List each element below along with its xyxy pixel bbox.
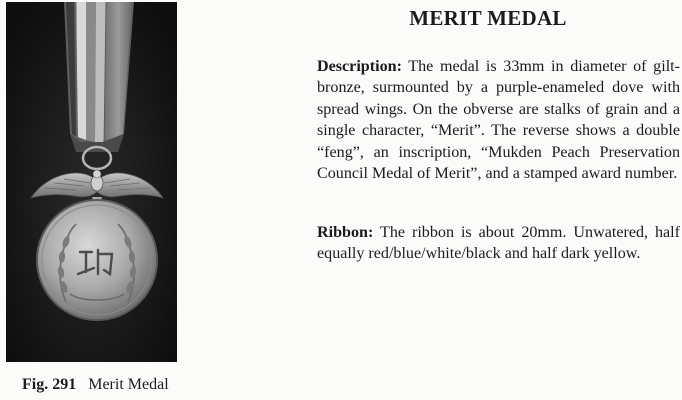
- ribbon-label: Ribbon:: [317, 224, 374, 241]
- medal-illustration: [6, 2, 177, 362]
- ribbon-text: The ribbon is about 20mm. Unwatered, half equally red/blue/white/black and half dark yellow.: [317, 224, 680, 263]
- description-paragraph: [317, 56, 680, 184]
- description-text: The medal is 33mm in diameter of gilt-bronze, surmounted by a purple-enameled dove with spread wings. On the obverse are stalks of grain and a single character, “Merit”. The reverse shows a double “feng”, an inscription, “Mukden Peach Preservation Council Medal of Merit”, and a stamped award number.: [317, 58, 681, 183]
- medal-photo: [6, 2, 177, 362]
- figure-caption-text: Merit Medal: [88, 376, 169, 393]
- ribbon-graphic: [64, 2, 134, 152]
- medal-disc: [37, 200, 157, 320]
- description-label: Description:: [317, 58, 402, 75]
- ribbon-paragraph: [317, 222, 680, 265]
- page-title: MERIT MEDAL: [409, 6, 567, 30]
- figure-number: Fig. 291: [22, 376, 77, 393]
- figure-caption: [22, 376, 169, 394]
